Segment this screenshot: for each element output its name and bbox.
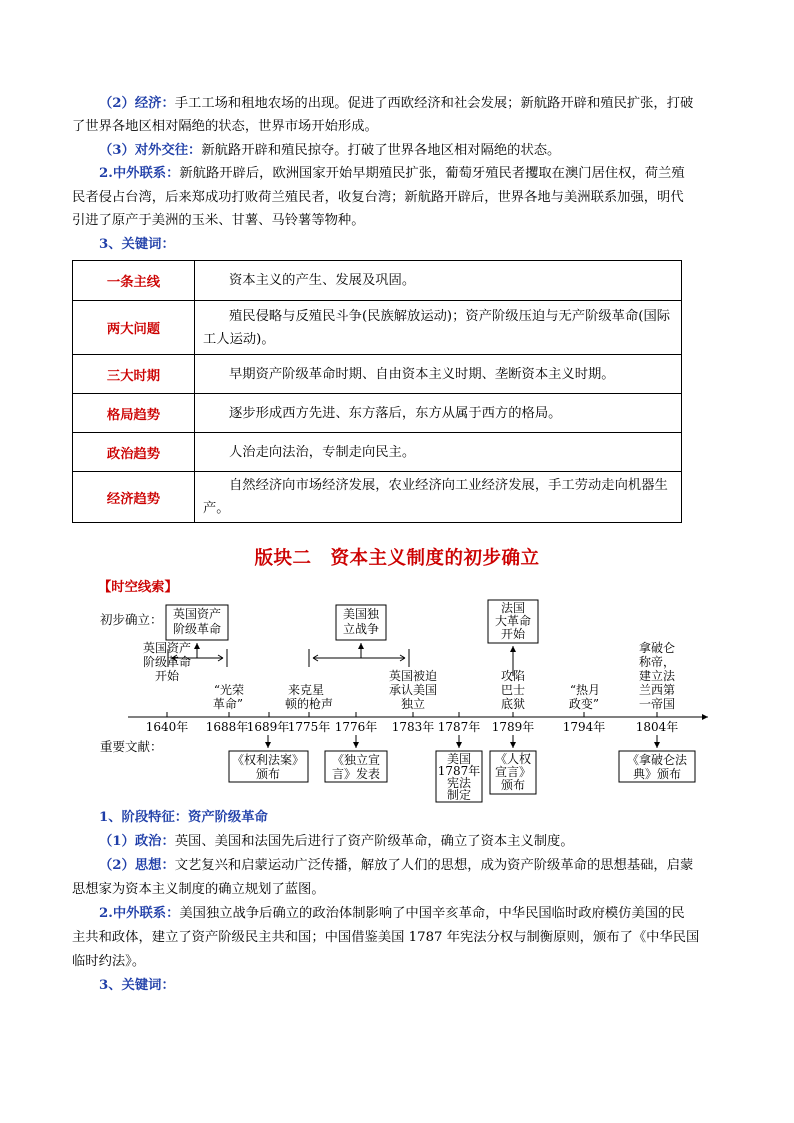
year-label: 1804年 — [635, 720, 679, 734]
doc-box-declaration-independence — [325, 751, 387, 782]
economy-label: （2）经济： — [99, 96, 175, 111]
thought-paragraph — [72, 854, 724, 878]
keyword-value: 自然经济向市场经济发展，农业经济向工业经济发展，手工劳动走向机器生产。 — [195, 472, 682, 523]
year-label: 1689年 — [246, 720, 290, 734]
foreign-paragraph — [72, 139, 724, 163]
thought-text-line1: 文艺复兴和启蒙运动广泛传播，解放了人们的思想，成为资产阶级革命的思想基础，启蒙 — [174, 858, 694, 873]
top-box-american-war — [336, 605, 386, 640]
link-text-line2: 民者侵占台湾，后来郑成功打败荷兰殖民者，收复台湾；新航路开辟后，世界各地与美洲联系加强，明代 — [72, 190, 684, 205]
top-box-line: 阶级革命 — [172, 622, 222, 636]
event-label: 称帝， — [638, 655, 676, 669]
keyword-value: 殖民侵略与反殖民斗争(民族解放运动)；资产阶级压迫与无产阶级革命(国际工人运动)。 — [195, 301, 682, 355]
link2-label: 2.中外联系： — [99, 906, 180, 921]
table-row — [73, 472, 682, 523]
link2-paragraph-cont — [72, 926, 724, 950]
event-label: 攻陷 — [500, 669, 526, 683]
event-label: 政变” — [568, 697, 600, 711]
row-label-bottom: 重要文献： — [100, 739, 163, 754]
table-row — [73, 301, 682, 355]
top-box-line: 开始 — [500, 627, 526, 641]
keyword-cell: 三大时期 — [73, 355, 195, 394]
keyword-value: 人治走向法治，专制走向民主。 — [195, 433, 682, 472]
year-label: 1794年 — [562, 720, 606, 734]
keyword-cell: 两大问题 — [73, 301, 195, 355]
top-box-line: 法国 — [500, 601, 526, 615]
timeline-header: 【时空线索】 — [98, 580, 178, 595]
doc-box-line: 《拿破仑法 — [626, 753, 688, 767]
economy-paragraph-cont — [72, 115, 724, 139]
event-label: 底狱 — [500, 697, 526, 711]
top-box-line: 美国独 — [342, 607, 380, 621]
keywords2-heading — [72, 974, 724, 998]
event-label: 英国被迫 — [388, 669, 438, 683]
link-paragraph-cont2 — [72, 209, 724, 233]
event-label: 承认美国 — [388, 683, 438, 697]
top-box-line: 立战争 — [342, 622, 380, 636]
section-title: 版块二 资本主义制度的初步确立 — [254, 548, 540, 569]
keywords2-label: 3、关键词： — [99, 978, 175, 993]
keywords-table — [72, 260, 682, 523]
thought-label: （2）思想： — [99, 858, 175, 873]
doc-box-line: 颁布 — [500, 778, 526, 792]
link2-paragraph — [72, 902, 724, 926]
link-label: 2.中外联系： — [99, 166, 180, 181]
event-label: 兰西第 — [638, 683, 676, 697]
keyword-value: 逐步形成西方先进、东方落后，东方从属于西方的格局。 — [195, 394, 682, 433]
event-label: 来克星 — [287, 683, 325, 697]
doc-box-line: 《独立宣 — [331, 753, 381, 767]
keywords-label: 3、关键词： — [99, 237, 175, 252]
economy-text-line1: 手工工场和租地农场的出现。促进了西欧经济和社会发展；新航路开辟和殖民扩张，打破 — [174, 96, 694, 111]
link-paragraph — [72, 162, 724, 186]
politics-label: （1）政治： — [99, 834, 175, 849]
event-label: 一帝国 — [638, 697, 676, 711]
link2-text-line1: 美国独立战争后确立的政治体制影响了中国辛亥革命，中华民国临时政府模仿美国的民 — [179, 906, 685, 921]
event-label: 阶级革命 — [142, 655, 192, 669]
politics-paragraph — [72, 830, 724, 854]
foreign-text: 新航路开辟和殖民掠夺。打破了世界各地区相对隔绝的状态。 — [201, 143, 561, 158]
event-label: 开始 — [154, 669, 180, 683]
link-text-line3: 引进了原产于美洲的玉米、甘薯、马铃薯等物种。 — [72, 213, 365, 228]
doc-box-napoleonic-code — [619, 751, 695, 782]
year-label: 1775年 — [287, 720, 331, 734]
link2-text-line3: 临时约法》。 — [72, 954, 146, 969]
doc-box-bill-of-rights — [229, 751, 308, 782]
doc-box-line: 宣言》 — [494, 765, 532, 779]
range-bracket-american — [309, 643, 409, 667]
top-box-english-revolution — [166, 605, 228, 640]
link-text-line1: 新航路开辟后，欧洲国家开始早期殖民扩张，葡萄牙殖民者攫取在澳门居住权，荷兰殖 — [179, 166, 685, 181]
doc-box-line: 1787年 — [437, 764, 481, 778]
doc-box-line: 《人权 — [494, 752, 532, 766]
doc-box-line: 典》颁布 — [632, 767, 682, 781]
stage-label: 1、阶段特征：资产阶级革命 — [99, 810, 268, 825]
row-label-top: 初步确立： — [100, 612, 163, 627]
keywords-heading — [72, 233, 724, 257]
doc-box-line: 制定 — [446, 788, 472, 802]
event-label: “光荣 — [213, 683, 245, 697]
doc-box-line: 《权利法案》 — [231, 753, 305, 767]
doc-box-line: 颁布 — [255, 767, 281, 781]
doc-box-line: 言》发表 — [331, 767, 381, 781]
event-label: 革命” — [212, 697, 244, 711]
axis-ticks — [167, 712, 657, 717]
thought-text-line2: 思想家为资本主义制度的确立规划了蓝图。 — [72, 882, 325, 897]
top-box-french-revolution — [488, 600, 538, 643]
keyword-value: 资本主义的产生、发展及巩固。 — [195, 261, 682, 301]
event-label: 建立法 — [638, 669, 676, 683]
event-label: 顿的枪声 — [284, 697, 334, 711]
table-row — [73, 355, 682, 394]
doc-box-rights-of-man — [490, 751, 536, 794]
year-label: 1776年 — [334, 720, 378, 734]
top-box-line: 英国资产 — [172, 607, 222, 621]
doc-box-line: 宪法 — [446, 776, 472, 790]
event-label: 独立 — [400, 697, 426, 711]
event-label: 巴士 — [500, 683, 526, 697]
table-row — [73, 394, 682, 433]
link-paragraph-cont — [72, 186, 724, 210]
keyword-cell: 格局趋势 — [73, 394, 195, 433]
table-row — [73, 261, 682, 301]
thought-paragraph-cont — [72, 878, 724, 902]
year-label: 1688年 — [205, 720, 249, 734]
economy-paragraph — [72, 92, 724, 116]
event-label: 英国资产 — [142, 641, 192, 655]
politics-text: 英国、美国和法国先后进行了资产阶级革命，确立了资本主义制度。 — [174, 834, 574, 849]
foreign-label: （3）对外交往： — [99, 143, 202, 158]
timeline-diagram — [0, 590, 794, 810]
keyword-cell: 一条主线 — [73, 261, 195, 301]
link2-text-line2: 主共和政体，建立了资产阶级民主共和国；中国借鉴美国 1787 年宪法分权与制衡原则，颁布了《中华民国 — [72, 930, 700, 945]
link2-paragraph-cont2 — [72, 950, 724, 974]
year-label: 1787年 — [437, 720, 481, 734]
year-label: 1640年 — [145, 720, 189, 734]
year-label: 1783年 — [391, 720, 435, 734]
doc-box-line: 美国 — [446, 752, 472, 766]
keyword-value: 早期资产阶级革命时期、自由资本主义时期、垄断资本主义时期。 — [195, 355, 682, 394]
doc-box-us-constitution — [436, 751, 482, 802]
table-row — [73, 433, 682, 472]
keyword-cell: 经济趋势 — [73, 472, 195, 523]
keyword-cell: 政治趋势 — [73, 433, 195, 472]
year-label: 1789年 — [491, 720, 535, 734]
event-label: 拿破仑 — [638, 641, 676, 655]
economy-text-line2: 了世界各地区相对隔绝的状态，世界市场开始形成。 — [72, 119, 378, 134]
stage-heading — [72, 806, 724, 830]
event-label: “热月 — [569, 683, 601, 697]
top-box-line: 大革命 — [494, 614, 532, 628]
document-arrows — [268, 735, 657, 748]
